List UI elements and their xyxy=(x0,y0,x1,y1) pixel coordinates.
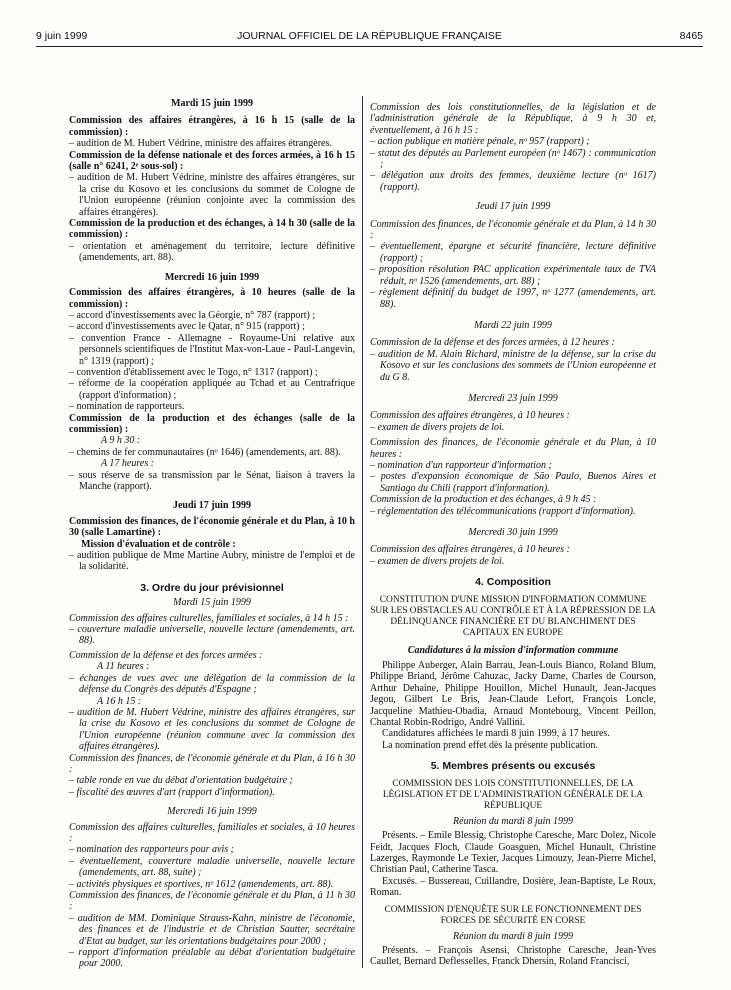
agenda-item: – convention France - Allemagne - Royaume-Uni relative aux personnels scientifiques de l'Institut Max-von-Laue - Paul-Langevin, n° 1319 (rapport) ; xyxy=(69,332,355,367)
meeting-date: Réunion du mardi 8 juin 1999 xyxy=(453,930,573,942)
time-heading: A 11 heures : xyxy=(97,661,150,673)
agenda-item: – convention d'établissement avec le Togo, n° 1317 (rapport) ; xyxy=(69,366,318,378)
agenda-item: – examen de divers projets de loi. xyxy=(370,421,505,433)
agenda-title: Commission des affaires étrangères, à 16 h 15 (salle de la commission) : xyxy=(69,115,355,138)
agenda-title: Commission des affaires culturelles, familiales et sociales, à 14 h 15 : xyxy=(69,612,349,624)
agenda-title: Commission de la production et des échanges, à 9 h 45 : xyxy=(370,494,597,506)
time-heading: A 17 heures : xyxy=(101,458,155,470)
time-heading: A 16 h 15 : xyxy=(97,695,142,707)
agenda-item: – action publique en matière pénale, nᵒ 957 (rapport) ; xyxy=(370,136,590,148)
commission-title: COMMISSION DES LOIS CONSTITUTIONNELLES, DE LA LÉGISLATION ET DE L'ADMINISTRATION GÉNÉRALE DE LA RÉPUBLIQUE xyxy=(382,778,644,811)
agenda-title: Commission des lois constitutionnelles, de la législation et de l'administration générale de la République, à 9 h 30 et, éventuellement, à 16 h 15 : xyxy=(370,102,656,136)
column-separator xyxy=(362,96,363,968)
agenda-item: – statut des députés au Parlement européen (nᵒ 1467) : communication ; xyxy=(370,147,656,171)
agenda-item: – fiscalité des œuvres d'art (rapport d'information). xyxy=(69,786,275,798)
day-heading: Mardi 22 juin 1999 xyxy=(474,319,552,331)
agenda-item: – accord d'investissements avec la Géorgie, n° 787 (rapport) ; xyxy=(69,309,316,321)
composition-title: CONSTITUTION D'UNE MISSION D'INFORMATION COMMUNE SUR LES OBSTACLES AU CONTRÔLE ET À LA RÉPRESSION DE LA DÉLINQUANCE FINANCIÈRE ET DU BLANCHIMENT DES CAPITAUX EN EUROPE xyxy=(370,594,656,638)
section-heading: 4. Composition xyxy=(475,576,551,589)
day-heading: Mardi 15 juin 1999 xyxy=(171,98,253,109)
agenda-item: – table ronde en vue du débat d'orientation budgétaire ; xyxy=(69,775,293,787)
day-heading: Mercredi 30 juin 1999 xyxy=(468,527,558,538)
agenda-title: Commission des finances, de l'économie générale et du Plan, à 10 h 30 (salle Lamartine) : xyxy=(69,515,355,539)
agenda-item: – audition de M. Hubert Védrine, ministre des affaires étrangères. xyxy=(69,138,332,150)
candidates-list: Philippe Auberger, Alain Barrau, Jean-Louis Bianco, Roland Blum, Philippe Briand, Jérôme Cahuzac, Jacky Darne, Charles de Courson, Arthur Dehaine, Philippe Houillon, Michel Hunault, Jean-Jacques Jegou, Gilbert Le Bris, Jean-Claude Lefort, François Loncle, Jacqueline Mathieu-Obadia, Arnaud Montebourg, Vincent Peillon, Chantal Robin-Rodrigo, André Vallini. xyxy=(370,660,656,729)
agenda-item: – nomination d'un rapporteur d'information ; xyxy=(370,459,552,471)
commission-title: COMMISSION D'ENQUÊTE SUR LE FONCTIONNEMENT DES FORCES DE SÉCURITÉ EN CORSE xyxy=(384,904,642,926)
agenda-title: Commission des affaires culturelles, familiales et sociales, à 10 heures : xyxy=(69,821,355,844)
agenda-item: – examen de divers projets de loi. xyxy=(370,555,505,567)
header-date: 9 juin 1999 xyxy=(36,30,88,42)
header-rule xyxy=(36,46,703,47)
agenda-item: – délégation aux droits des femmes, deuxième lecture (nᵒ 1617) (rapport). xyxy=(370,170,656,193)
agenda-title: Commission de la défense nationale et des forces armées, à 16 h 15 (salle n° 6241, 2ᵉ sous-sol) : xyxy=(69,149,355,173)
agenda-item: – couverture maladie universelle, nouvelle lecture (amendements, art. 88). xyxy=(69,624,355,647)
time-heading: A 9 h 30 : xyxy=(101,435,141,447)
day-heading: Mercredi 23 juin 1999 xyxy=(468,392,558,404)
agenda-title: Commission de la production et des échanges (salle de la commission) : xyxy=(69,412,355,435)
left-column xyxy=(69,98,355,970)
agenda-item: – sous réserve de sa transmission par le Sénat, liaison à travers la Manche (rapport). xyxy=(69,469,355,492)
agenda-subtitle: Mission d'évaluation et de contrôle : xyxy=(81,538,236,550)
agenda-title: Commission de la défense et des forces armées, à 12 heures : xyxy=(370,337,615,349)
candidatures-posted: Candidatures affichées le mardi 8 juin 1999, à 17 heures. xyxy=(382,728,610,740)
agenda-title: Commission des finances, de l'économie générale et du Plan, à 14 h 30 : xyxy=(370,218,656,242)
agenda-item: – nomination de rapporteurs. xyxy=(69,401,185,413)
agenda-item: – éventuellement, couverture maladie universelle, nouvelle lecture (amendements, art. 88, suite) ; xyxy=(69,855,355,879)
agenda-title: Commission des finances, de l'économie générale et du Plan, à 11 h 30 : xyxy=(69,890,355,913)
agenda-item: – audition de M. Hubert Védrine, ministre des affaires étrangères, sur la crise du Kosovo et les conclusions du sommet de Cologne de l'Union européenne (réunion conjointe avec la commission des affaires étrangères). xyxy=(69,172,355,218)
day-heading: Mardi 15 juin 1999 xyxy=(173,597,251,609)
day-heading: Jeudi 17 juin 1999 xyxy=(172,500,252,512)
agenda-title: Commission de la production et des échanges, à 14 h 30 (salle de la commission) : xyxy=(69,218,355,241)
section-heading: 3. Ordre du jour prévisionnel xyxy=(140,581,284,594)
meeting-date: Réunion du mardi 8 juin 1999 xyxy=(453,815,573,827)
agenda-title: Commission des finances, de l'économie générale et du Plan, à 10 heures : xyxy=(370,437,656,460)
header-page-number: 8465 xyxy=(679,30,703,42)
candidatures-heading: Candidatures à la mission d'information commune xyxy=(407,644,619,656)
agenda-title: Commission des affaires étrangères, à 10 heures : xyxy=(370,410,570,422)
nomination-note: La nomination prend effet dès la présente publication. xyxy=(382,739,598,751)
agenda-title: Commission des affaires étrangères, à 10 heures (salle de la commission) : xyxy=(69,287,355,310)
page-header xyxy=(36,30,703,46)
agenda-item: – échanges de vues avec une délégation de la commission de la défense du Congrès des députés d'Espagne ; xyxy=(69,672,355,696)
agenda-title: Commission de la défense et des forces armées : xyxy=(69,649,263,661)
agenda-item: – postes d'expansion économique de São Paulo, Buenos Aires et Santiago du Chili (rapport d'information). xyxy=(370,471,656,494)
header-title: JOURNAL OFFICIEL DE LA RÉPUBLIQUE FRANÇAISE xyxy=(237,30,502,42)
present-members: Présents. – François Asensi, Christophe Caresche, Jean-Yves Caullet, Bernard Deflesselles, Franck Dhersin, Roland Francisci, xyxy=(370,944,656,968)
agenda-item: – audition de MM. Dominique Strauss-Kahn, ministre de l'économie, des finances et de l'industrie et de Christian Sautter, secrétaire d'Etat au budget, sur les orientations budgétaires pour 2000 ; xyxy=(69,912,355,947)
present-members: Présents. – Emile Blessig, Christophe Caresche, Marc Dolez, Nicole Feidt, Jacques Floch, Claude Goasguen, Michel Hunault, Christine Lazerges, Raymonde Le Texier, Jacques Limouzy, Jean-Pierre Michel, Christian Paul, Catherine Tasca. xyxy=(370,830,656,876)
agenda-item: – réglementation des télécommunications (rapport d'information). xyxy=(370,505,636,517)
agenda-title: Commission des affaires étrangères, à 10 heures : xyxy=(370,544,570,556)
agenda-item: – orientation et aménagement du territoire, lecture définitive (amendements, art. 88). xyxy=(69,240,355,264)
day-heading: Mercredi 16 juin 1999 xyxy=(164,271,260,283)
agenda-title: Commission des finances, de l'économie générale et du Plan, à 16 h 30 : xyxy=(69,752,355,775)
agenda-item: – règlement définitif du budget de 1997, nᵒ 1277 (amendements, art. 88). xyxy=(370,287,656,310)
agenda-item: – audition de M. Alain Richard, ministre de la défense, sur la crise du Kosovo et sur les conclusions des sommets de l'Union européenne et du G 8. xyxy=(370,348,656,383)
agenda-item: – audition de M. Hubert Védrine, ministre des affaires étrangères, sur la crise du Kosovo et les conclusions du sommet de Cologne de l'Union européenne (réunion commune avec la commission des affaires étrangères). xyxy=(69,706,355,753)
excused-members: Excusés. – Bussereau, Cuillandre, Dosière, Jean-Baptiste, Le Roux, Roman. xyxy=(370,875,656,899)
agenda-item: – accord d'investissements avec le Qatar, n° 915 (rapport) ; xyxy=(69,321,305,333)
agenda-item: – activités physiques et sportives, nᵒ 1612 (amendements, art. 88). xyxy=(69,878,334,890)
right-column xyxy=(370,102,656,968)
day-heading: Mercredi 16 juin 1999 xyxy=(167,806,257,818)
section-heading: 5. Membres présents ou excusés xyxy=(430,760,596,773)
agenda-item: – chemins de fer communautaires (nᵒ 1646) (amendements, art. 88). xyxy=(69,446,341,458)
day-heading: Jeudi 17 juin 1999 xyxy=(475,201,551,213)
agenda-item: – réforme de la coopération appliquée au Tchad et au Centrafrique (rapport d'information) ; xyxy=(69,378,355,401)
agenda-item: – rapport d'information préalable au débat d'orientation budgétaire pour 2000. xyxy=(69,947,355,970)
agenda-item: – nomination des rapporteurs pour avis ; xyxy=(69,844,234,856)
agenda-item: – audition publique de Mme Martine Aubry, ministre de l'emploi et de la solidarité. xyxy=(69,550,355,573)
agenda-item: – proposition résolution PAC application expérimentale taux de TVA réduit, nᵒ 1526 (amendements, art. 88) ; xyxy=(370,264,656,287)
agenda-item: – éventuellement, épargne et sécurité financière, lecture définitive (rapport) ; xyxy=(370,241,656,264)
